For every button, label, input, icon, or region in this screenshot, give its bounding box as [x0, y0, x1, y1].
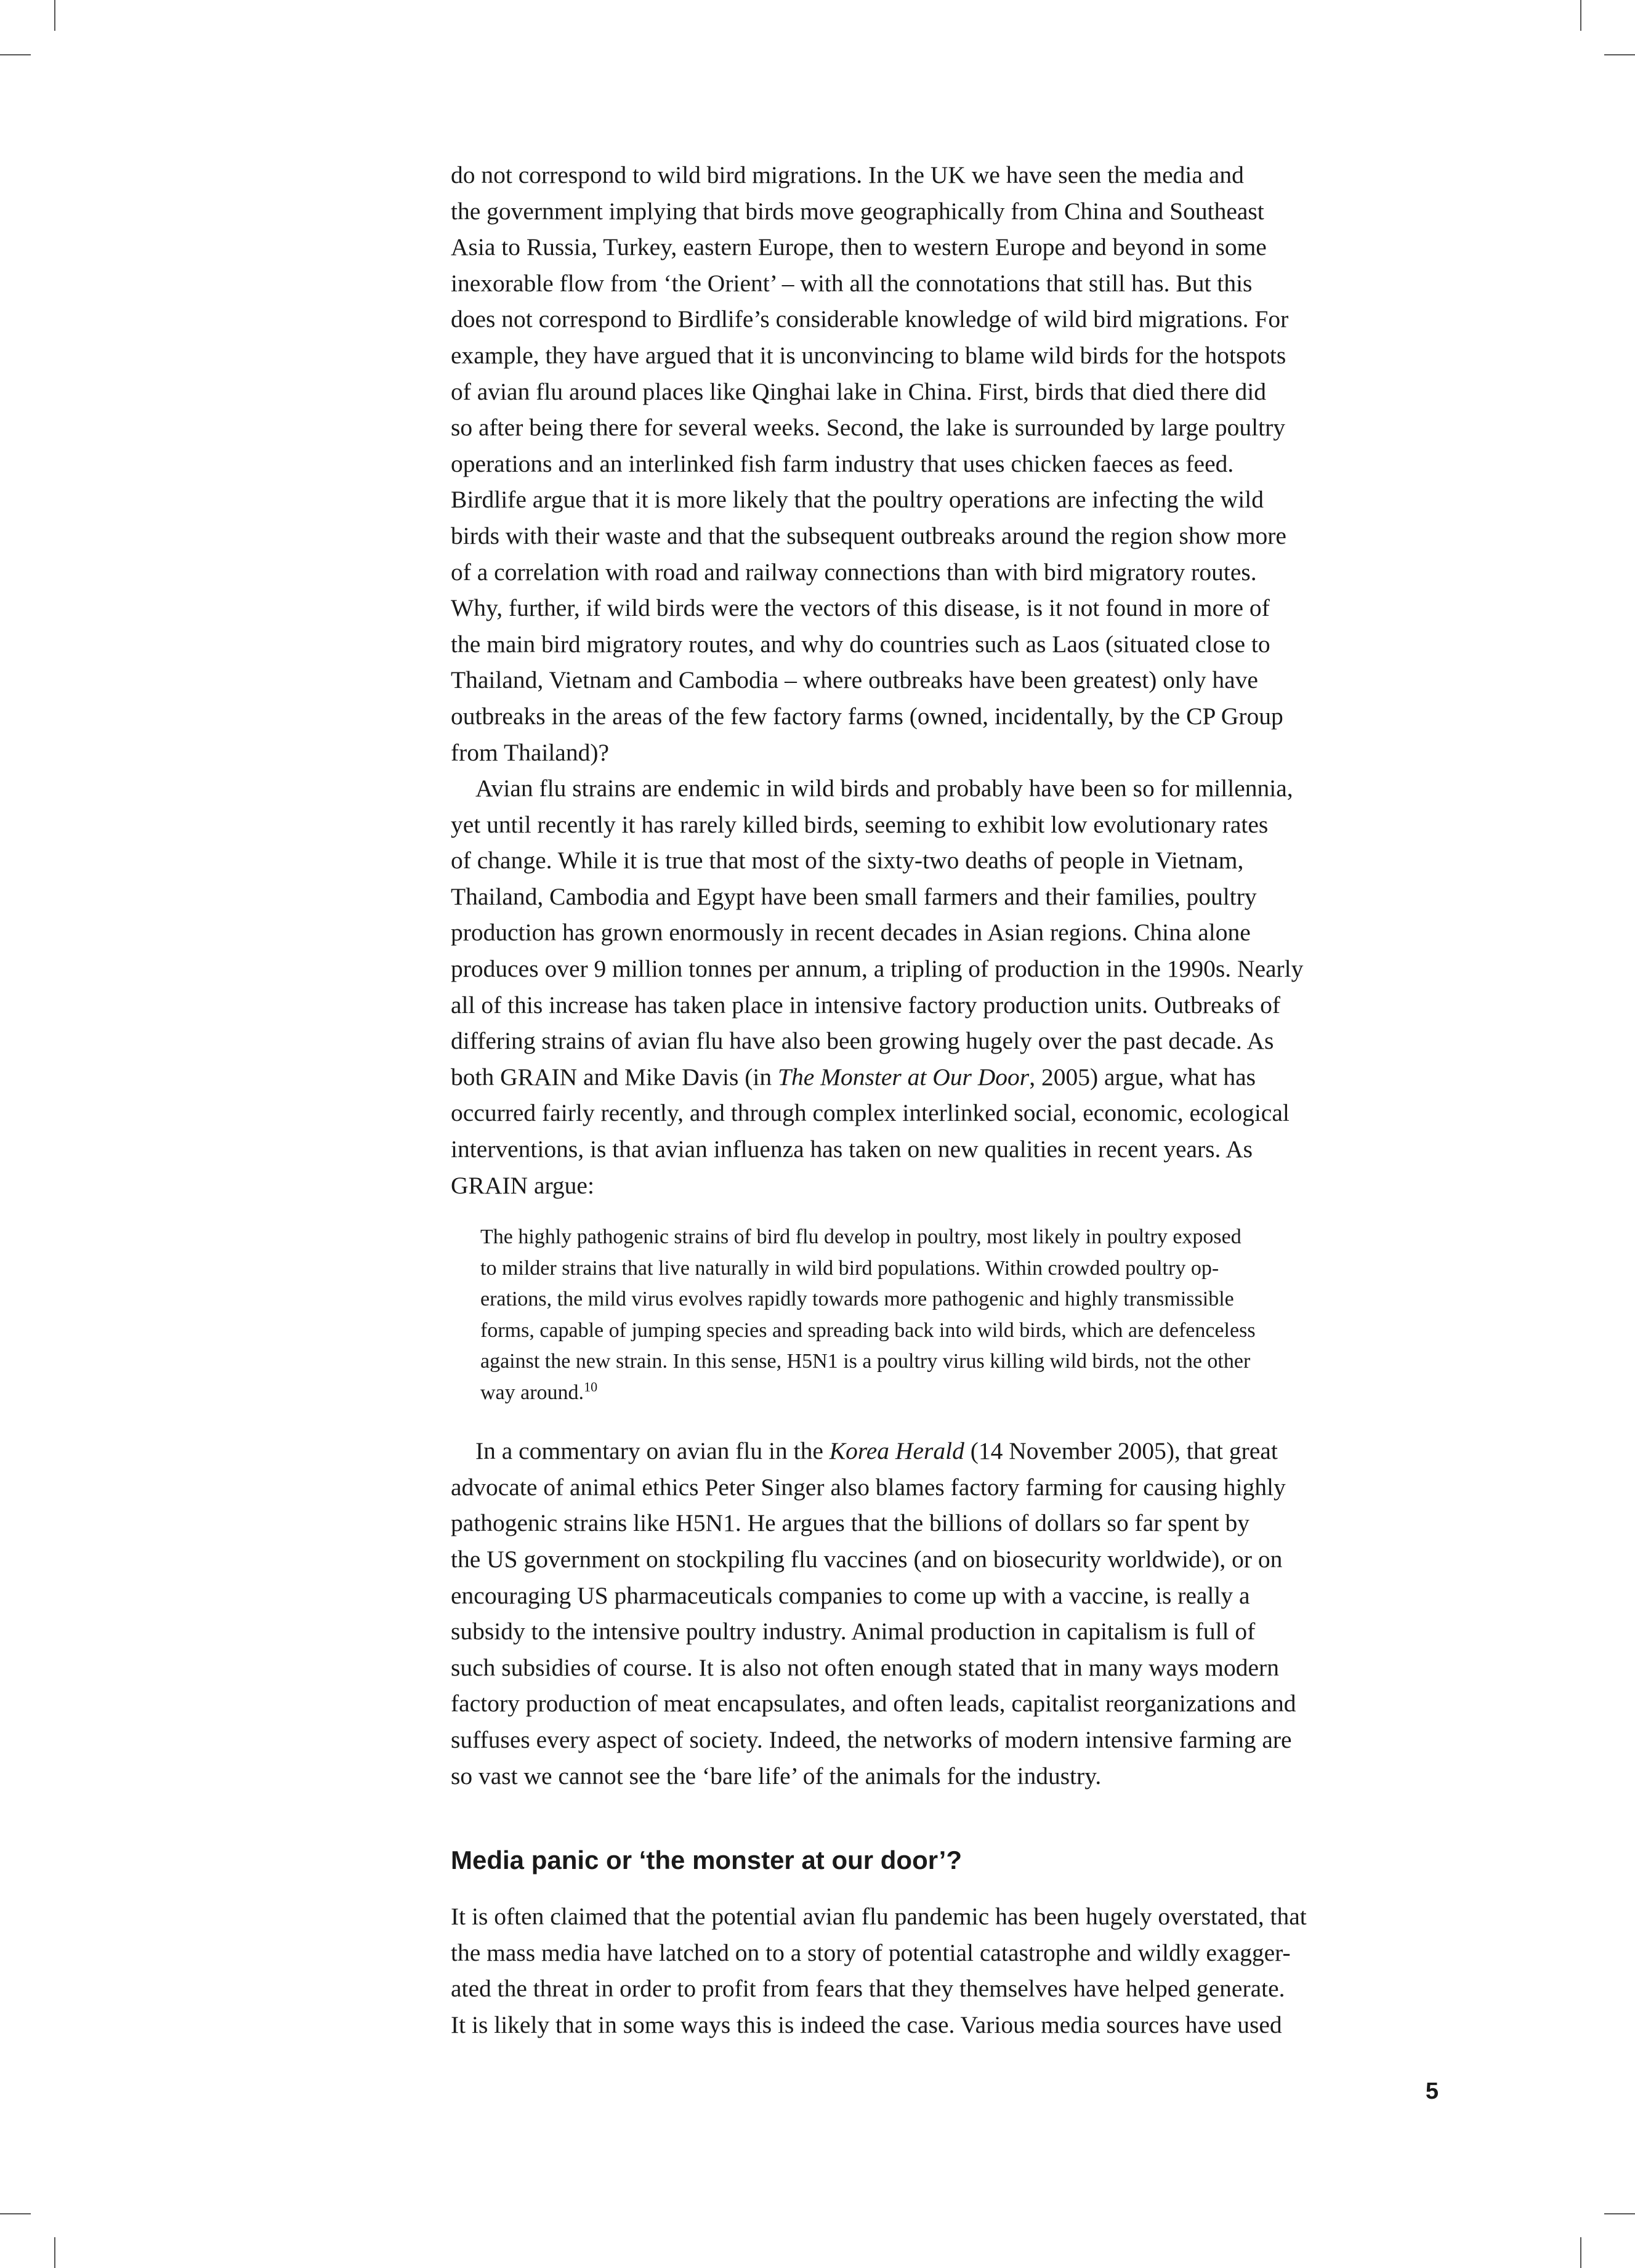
quote-line: The highly pathogenic strains of bird flu develop in poultry, most likely in poultry exposed	[480, 1225, 1241, 1249]
section-heading-media-panic: Media panic or ‘the monster at our door’?	[451, 1846, 962, 1875]
text-fragment: , 2005) argue, what has	[1029, 1063, 1256, 1091]
quote-line: against the new strain. In this sense, H5N1 is a poultry virus killing wild birds, not the other	[480, 1350, 1251, 1373]
text-line: produces over 9 million tonnes per annum, a tripling of production in the 1990s. Nearly	[451, 955, 1304, 983]
text-line: encouraging US pharmaceuticals companies to come up with a vaccine, is really a	[451, 1581, 1250, 1609]
paragraph-avian-flu-strains	[451, 770, 1436, 1203]
newspaper-title: Korea Herald	[829, 1437, 964, 1465]
text-line: of a correlation with road and railway connections than with bird migratory routes.	[451, 558, 1257, 586]
text-line: suffuses every aspect of society. Indeed, the networks of modern intensive farming are	[451, 1725, 1292, 1753]
text-fragment: way around.	[480, 1381, 584, 1404]
grain-block-quote	[480, 1222, 1429, 1408]
text-line: Avian flu strains are endemic in wild birds and probably have been so for millennia,	[475, 775, 1293, 802]
text-line: yet until recently it has rarely killed birds, seeming to exhibit low evolutionary rates	[451, 810, 1269, 838]
crop-mark-top-left-vertical	[54, 0, 55, 31]
text-line: all of this increase has taken place in intensive factory production units. Outbreaks of	[451, 991, 1280, 1019]
text-line: so vast we cannot see the ‘bare life’ of the animals for the industry.	[451, 1762, 1102, 1790]
page-body	[451, 157, 1436, 2043]
text-line: the main bird migratory routes, and why do countries such as Laos (situated close to	[451, 630, 1270, 658]
text-line: Thailand, Cambodia and Egypt have been small farmers and their families, poultry	[451, 882, 1257, 910]
footnote-marker: 10	[584, 1379, 598, 1395]
crop-mark-top-right-horizontal	[1604, 54, 1635, 55]
text-line: Birdlife argue that it is more likely that the poultry operations are infecting the wild	[451, 486, 1264, 514]
text-line: of avian flu around places like Qinghai lake in China. First, birds that died there did	[451, 377, 1267, 405]
text-line: the government implying that birds move geographically from China and Southeast	[451, 197, 1264, 225]
text-fragment: (14 November 2005), that great	[964, 1437, 1278, 1465]
text-line: does not correspond to Birdlife’s considerable knowledge of wild bird migrations. For	[451, 305, 1289, 333]
crop-mark-top-right-vertical	[1580, 0, 1581, 31]
text-line: factory production of meat encapsulates, and often leads, capitalist reorganizations and	[451, 1690, 1296, 1717]
text-line: ated the threat in order to profit from fears that they themselves have helped generate.	[451, 1975, 1285, 2003]
quote-line: forms, capable of jumping species and spreading back into wild birds, which are defenceless	[480, 1318, 1256, 1342]
text-line: of change. While it is true that most of the sixty-two deaths of people in Vietnam,	[451, 847, 1244, 874]
text-line: differing strains of avian flu have also been growing hugely over the past decade. As	[451, 1027, 1274, 1055]
quote-line: erations, the mild virus evolves rapidly towards more pathogenic and highly transmissible	[480, 1288, 1234, 1311]
crop-mark-bottom-left-horizontal	[0, 2213, 31, 2214]
crop-mark-top-left-horizontal	[0, 54, 31, 55]
text-line: It is often claimed that the potential avian flu pandemic has been hugely overstated, that	[451, 1903, 1307, 1931]
paragraph-migration	[451, 157, 1436, 770]
text-line-with-book-title	[451, 1059, 1436, 1096]
text-line: GRAIN argue:	[451, 1171, 594, 1199]
text-line: the mass media have latched on to a story of potential catastrophe and wildly exagger-	[451, 1939, 1291, 1966]
text-line: example, they have argued that it is unconvincing to blame wild birds for the hotspots	[451, 341, 1286, 369]
text-fragment: both GRAIN and Mike Davis (in	[451, 1063, 778, 1091]
text-line: occurred fairly recently, and through complex interlinked social, economic, ecological	[451, 1099, 1290, 1127]
crop-mark-bottom-right-horizontal	[1604, 2213, 1635, 2214]
text-line: operations and an interlinked fish farm industry that uses chicken faeces as feed.	[451, 450, 1234, 477]
text-line: It is likely that in some ways this is indeed the case. Various media sources have used	[451, 2011, 1282, 2038]
text-line: inexorable flow from ‘the Orient’ – with all the connotations that still has. But this	[451, 269, 1253, 297]
text-line: interventions, is that avian influenza has taken on new qualities in recent years. As	[451, 1136, 1253, 1163]
text-line: Why, further, if wild birds were the vectors of this disease, is it not found in more of	[451, 594, 1270, 622]
text-line: so after being there for several weeks. Second, the lake is surrounded by large poultry	[451, 414, 1285, 442]
paragraph-media-panic	[451, 1899, 1436, 2043]
text-line: subsidy to the intensive poultry industry. Animal production in capitalism is full of	[451, 1618, 1256, 1645]
text-line: Asia to Russia, Turkey, eastern Europe, then to western Europe and beyond in some	[451, 233, 1267, 261]
text-line: Thailand, Vietnam and Cambodia – where outbreaks have been greatest) only have	[451, 666, 1258, 694]
text-line: birds with their waste and that the subsequent outbreaks around the region show more	[451, 522, 1286, 549]
quote-line: to milder strains that live naturally in wild bird populations. Within crowded poultry op-	[480, 1256, 1219, 1280]
page-number: 5	[1425, 2078, 1439, 2104]
text-line: pathogenic strains like H5N1. He argues that the billions of dollars so far spent by	[451, 1509, 1250, 1537]
book-title: The Monster at Our Door	[778, 1063, 1030, 1091]
crop-mark-bottom-left-vertical	[54, 2237, 55, 2268]
text-line: from Thailand)?	[451, 738, 610, 766]
text-line: the US government on stockpiling flu vaccines (and on biosecurity worldwide), or on	[451, 1546, 1283, 1573]
paragraph-singer	[451, 1433, 1436, 1794]
text-line: such subsidies of course. It is also not often enough stated that in many ways modern	[451, 1653, 1279, 1681]
text-line: do not correspond to wild bird migrations. In the UK we have seen the media and	[451, 161, 1244, 188]
text-line: advocate of animal ethics Peter Singer also blames factory farming for causing highly	[451, 1473, 1286, 1501]
text-line-with-newspaper-title	[451, 1433, 1436, 1469]
quote-line-last	[480, 1378, 1429, 1409]
crop-mark-bottom-right-vertical	[1580, 2237, 1581, 2268]
text-line: production has grown enormously in recent decades in Asian regions. China alone	[451, 919, 1251, 946]
text-fragment: In a commentary on avian flu in the	[475, 1437, 830, 1465]
text-line: outbreaks in the areas of the few factory farms (owned, incidentally, by the CP Group	[451, 702, 1283, 730]
